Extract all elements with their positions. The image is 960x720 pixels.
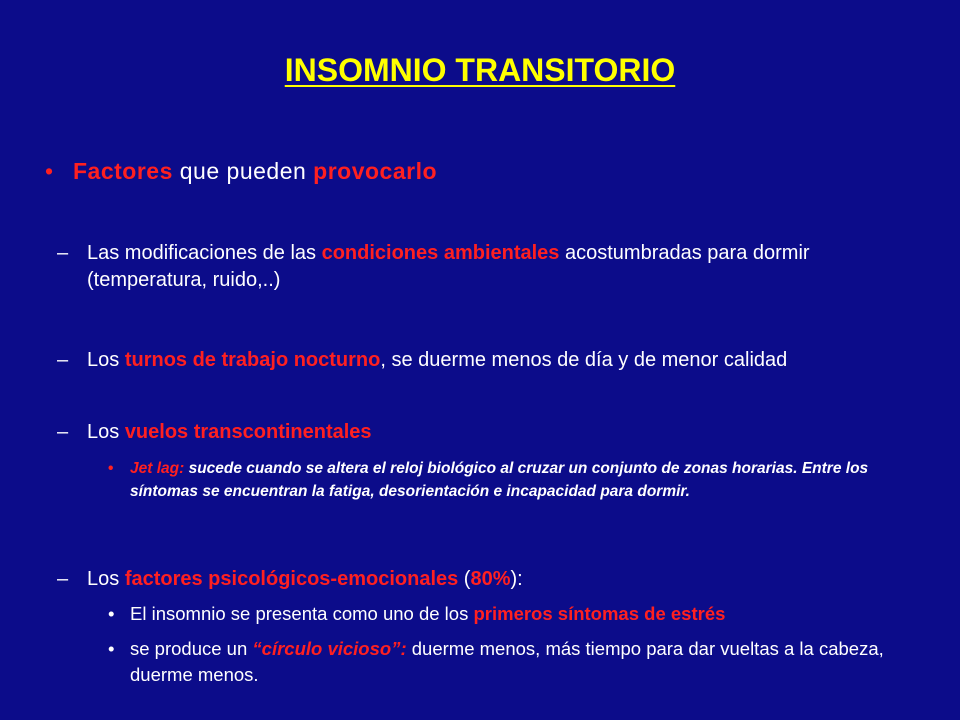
item-text: ( bbox=[458, 568, 471, 590]
dash-marker: – bbox=[57, 242, 69, 264]
item-text: Las modificaciones de las bbox=[87, 242, 322, 264]
bullet-marker: • bbox=[45, 158, 54, 184]
sub-highlight: “círculo vicioso”: bbox=[252, 638, 407, 659]
item-factores-psicologicos bbox=[57, 566, 917, 593]
bullet-factores bbox=[45, 158, 437, 185]
item-text: ): bbox=[510, 568, 523, 590]
dash-marker: – bbox=[57, 349, 69, 371]
subitem-circulo-vicioso bbox=[108, 636, 908, 688]
item-text: Los bbox=[87, 568, 125, 590]
slide-title: INSOMNIO TRANSITORIO bbox=[284, 52, 676, 88]
factores-label: Factores bbox=[73, 158, 173, 184]
item-highlight: turnos de trabajo nocturno bbox=[124, 349, 381, 371]
sub-text: se produce un bbox=[130, 638, 253, 659]
item-turnos-nocturno bbox=[57, 347, 917, 374]
jetlag-text: sucede cuando se altera el reloj biológico al cruzar un conjunto de zonas horarias. Entre los síntomas se encuentran la fatiga, desorientación e incapacidad para dormir. bbox=[130, 460, 869, 500]
jetlag-label: Jet lag: bbox=[130, 460, 185, 477]
item-highlight: vuelos transcontinentales bbox=[124, 421, 372, 443]
item-text: , se duerme menos de día y de menor calidad bbox=[380, 349, 788, 371]
provocarlo-label: provocarlo bbox=[313, 158, 438, 184]
percent-highlight: 80% bbox=[470, 568, 511, 590]
sub-highlight: primeros síntomas de estrés bbox=[473, 603, 726, 624]
item-text: acostumbradas para dormir (temperatura, ruido,..) bbox=[87, 242, 810, 291]
bullet-text: que pueden bbox=[172, 158, 314, 184]
subitem-estres bbox=[108, 601, 908, 627]
sub-text: El insomnio se presenta como uno de los bbox=[130, 603, 474, 624]
item-vuelos bbox=[57, 419, 917, 446]
item-text: Los bbox=[87, 421, 125, 443]
dash-marker: – bbox=[57, 421, 69, 443]
item-highlight: factores psicológicos-emocionales bbox=[124, 568, 459, 590]
item-highlight: condiciones ambientales bbox=[321, 242, 560, 264]
dash-marker: – bbox=[57, 568, 69, 590]
item-text: Los bbox=[87, 349, 125, 371]
bullet-marker: • bbox=[108, 603, 115, 624]
subitem-jet-lag bbox=[108, 457, 918, 503]
bullet-marker: • bbox=[108, 460, 114, 477]
item-condiciones-ambientales bbox=[57, 240, 917, 294]
bullet-marker: • bbox=[108, 638, 115, 659]
sub-text: duerme menos, más tiempo para dar vueltas a la cabeza, duerme menos. bbox=[130, 638, 884, 685]
